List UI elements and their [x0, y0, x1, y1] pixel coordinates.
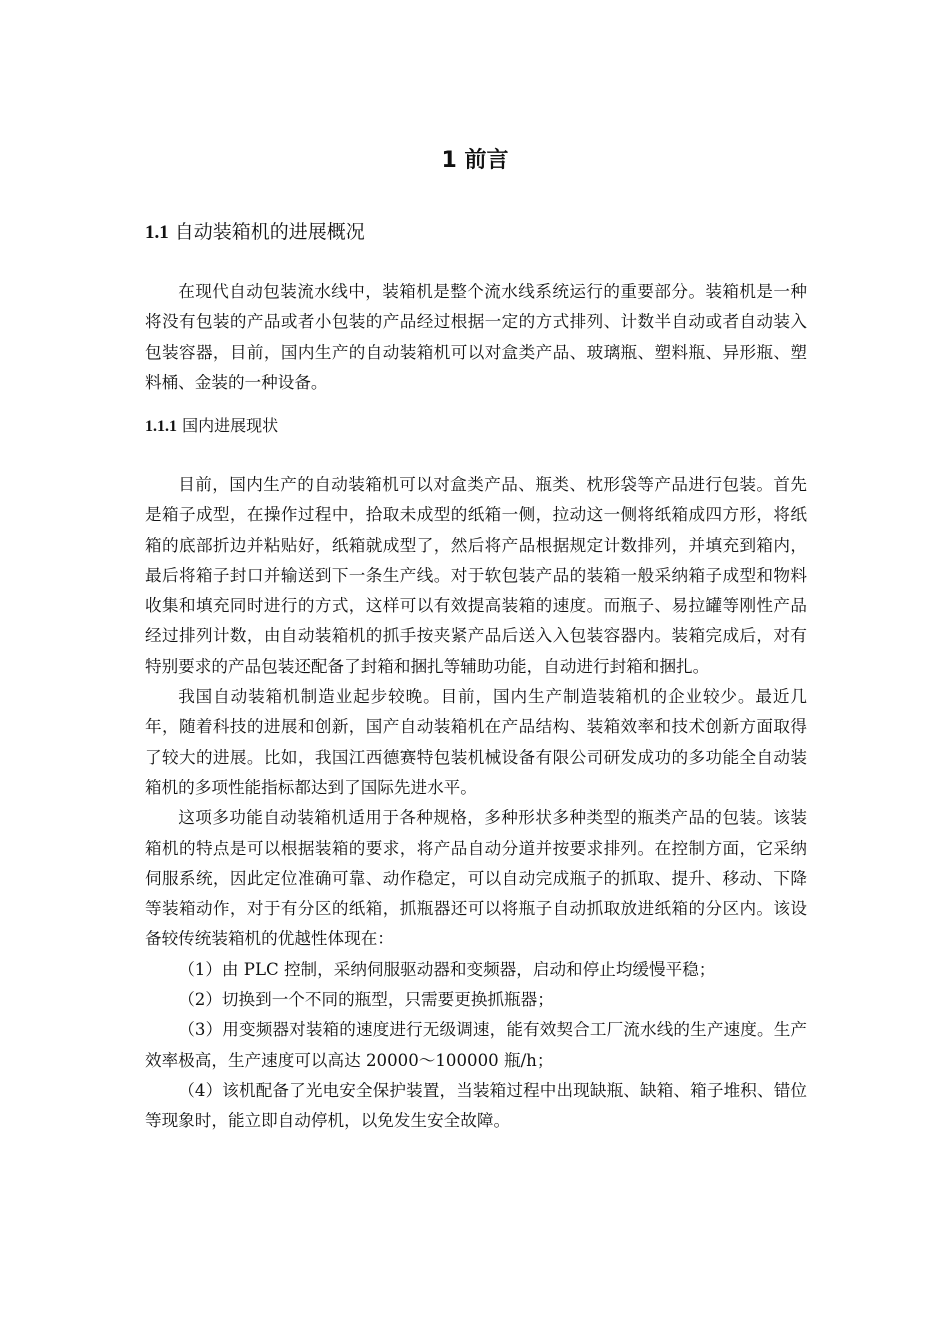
subsection-number: 1.1.1 — [145, 418, 177, 435]
list-item: （3）用变频器对装箱的速度进行无级调速，能有效契合工厂流水线的生产速度。生产效率极高，生产速度可以高达 20000～100000 瓶/h； — [145, 1020, 807, 1070]
paragraph: 我国自动装箱机制造业起步较晚。目前，国内生产制造装箱机的企业较少。最近几年，随着科技的进展和创新，国产自动装箱机在产品结构、装箱效率和技术创新方面取得了较大的进展。比如，我国江西德赛特包装机械设备有限公司研发成功的多功能全自动装箱机的多项性能指标都达到了国际先进水平。 — [145, 687, 807, 797]
section-body — [145, 277, 807, 398]
chapter-title: 1 前言 — [441, 148, 509, 173]
paragraph: 目前，国内生产的自动装箱机可以对盒类产品、瓶类、枕形袋等产品进行包装。首先是箱子成型，在操作过程中，拾取未成型的纸箱一侧，拉动这一侧将纸箱成四方形，将纸箱的底部折边并粘贴好，纸箱就成型了，然后将产品根据规定计数排列，并填充到箱内，最后将箱子封口并输送到下一条生产线。对于软包装产品的装箱一般采纳箱子成型和物料收集和填充同时进行的方式，这样可以有效提高装箱的速度。而瓶子、易拉罐等刚性产品经过排列计数，由自动装箱机的抓手按夹紧产品后送入入包装容器内。装箱完成后，对有特别要求的产品包装还配备了封箱和捆扎等辅助功能，自动进行封箱和捆扎。 — [145, 475, 807, 676]
list-item: （2）切换到一个不同的瓶型，只需要更换抓瓶器； — [178, 990, 554, 1010]
paragraph: 这项多功能自动装箱机适用于各种规格，多种形状多种类型的瓶类产品的包装。该装箱机的特点是可以根据装箱的要求，将产品自动分道并按要求排列。在控制方面，它采纳伺服系统，因此定位准确可靠、动作稳定，可以自动完成瓶子的抓取、提升、移动、下降等装箱动作，对于有分区的纸箱，抓瓶器还可以将瓶子自动抓取放进纸箱的分区内。该设备较传统装箱机的优越性体现在： — [145, 808, 807, 949]
subsection-title-text: 国内进展现状 — [177, 416, 279, 435]
subsection-body — [145, 470, 807, 1137]
section-heading — [145, 218, 365, 247]
subsection-heading — [145, 413, 278, 440]
section-title-text: 自动装箱机的进展概况 — [168, 221, 365, 243]
list-item: （4）该机配备了光电安全保护装置，当装箱过程中出现缺瓶、缺箱、箱子堆积、错位等现象时，能立即自动停机，以免发生安全故障。 — [145, 1080, 807, 1131]
list-item: （1）由 PLC 控制，采纳伺服驱动器和变频器，启动和停止均缓慢平稳； — [178, 959, 716, 979]
paragraph: 在现代自动包装流水线中，装箱机是整个流水线系统运行的重要部分。装箱机是一种将没有包装的产品或者小包装的产品经过根据一定的方式排列、计数半自动或者自动装入包装容器，目前，国内生产的自动装箱机可以对盒类产品、玻璃瓶、塑料瓶、异形瓶、塑料桶、金装的一种设备。 — [145, 282, 807, 392]
section-number: 1.1 — [145, 222, 169, 243]
